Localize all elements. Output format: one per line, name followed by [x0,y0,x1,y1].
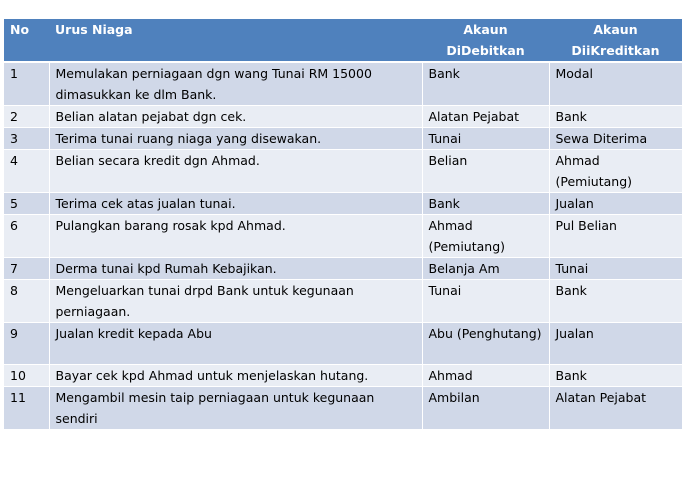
cell-urus-niaga: Jualan kredit kepada Abu [49,323,422,365]
cell-urus-niaga: Terima cek atas jualan tunai. [49,193,422,215]
cell-urus-niaga: Belian secara kredit dgn Ahmad. [49,150,422,193]
cell-no: 1 [4,62,49,106]
table-row [4,365,682,387]
header-akaun-didebitkan [422,19,549,62]
cell-no: 5 [4,193,49,215]
cell-debit: Ahmad [422,365,549,387]
cell-debit: Tunai [422,128,549,150]
cell-no: 6 [4,215,49,258]
cell-debit: Alatan Pejabat [422,106,549,128]
cell-kredit: Modal [549,62,682,106]
cell-kredit: Bank [549,280,682,323]
cell-debit: Ambilan [422,387,549,430]
cell-debit: Bank [422,62,549,106]
cell-debit: Tunai [422,280,549,323]
cell-kredit: Jualan [549,193,682,215]
table-row [4,280,682,323]
cell-debit: Ahmad (Pemiutang) [422,215,549,258]
cell-kredit: Bank [549,365,682,387]
cell-debit: Abu (Penghutang) [422,323,549,365]
table-header-row [4,19,682,62]
cell-kredit: Alatan Pejabat [549,387,682,430]
cell-kredit: Pul Belian [549,215,682,258]
cell-kredit: Tunai [549,258,682,280]
cell-urus-niaga: Belian alatan pejabat dgn cek. [49,106,422,128]
table-row [4,258,682,280]
header-debit-line1: Akaun [463,22,508,37]
header-akaun-diikreditkan [549,19,682,62]
table-row [4,150,682,193]
header-kredit-line1: Akaun [593,22,638,37]
cell-kredit: Ahmad (Pemiutang) [549,150,682,193]
transactions-table [4,19,683,430]
header-urus-niaga: Urus Niaga [49,19,422,62]
header-no: No [4,19,49,62]
table-row [4,387,682,430]
cell-urus-niaga: Bayar cek kpd Ahmad untuk menjelaskan hutang. [49,365,422,387]
cell-urus-niaga: Terima tunai ruang niaga yang disewakan. [49,128,422,150]
table-row [4,62,682,106]
cell-urus-niaga: Mengambil mesin taip perniagaan untuk kegunaan sendiri [49,387,422,430]
cell-urus-niaga: Mengeluarkan tunai drpd Bank untuk kegunaan perniagaan. [49,280,422,323]
header-debit-line2: DiDebitkan [446,43,525,58]
cell-no: 2 [4,106,49,128]
table-row [4,128,682,150]
cell-no: 4 [4,150,49,193]
table-row [4,106,682,128]
cell-no: 11 [4,387,49,430]
cell-urus-niaga: Memulakan perniagaan dgn wang Tunai RM 15000 dimasukkan ke dlm Bank. [49,62,422,106]
cell-no: 8 [4,280,49,323]
cell-no: 9 [4,323,49,365]
cell-debit: Bank [422,193,549,215]
cell-kredit: Bank [549,106,682,128]
cell-no: 3 [4,128,49,150]
cell-debit: Belanja Am [422,258,549,280]
cell-urus-niaga: Derma tunai kpd Rumah Kebajikan. [49,258,422,280]
header-kredit-line2: DiiKreditkan [571,43,660,58]
cell-kredit: Jualan [549,323,682,365]
cell-no: 10 [4,365,49,387]
table-row [4,193,682,215]
table-row [4,323,682,365]
cell-debit: Belian [422,150,549,193]
cell-urus-niaga: Pulangkan barang rosak kpd Ahmad. [49,215,422,258]
cell-kredit: Sewa Diterima [549,128,682,150]
table-row [4,215,682,258]
cell-no: 7 [4,258,49,280]
